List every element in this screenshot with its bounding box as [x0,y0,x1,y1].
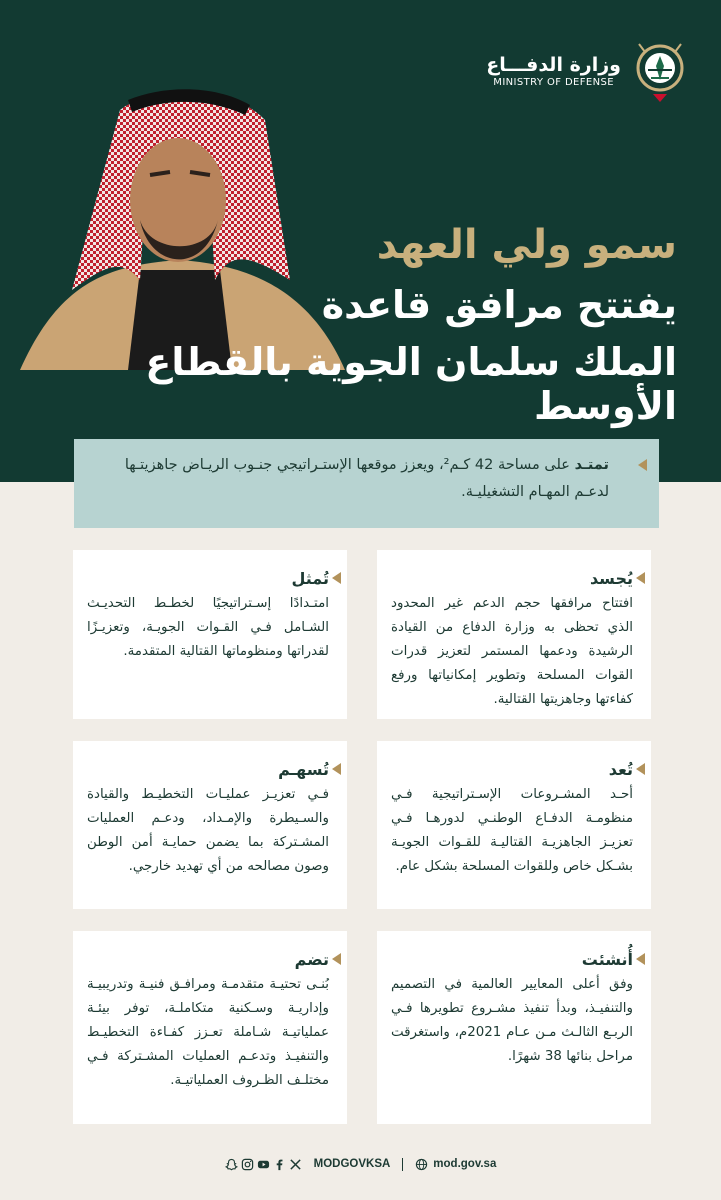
headline-line-3: الملك سلمان الجوية بالقطاع الأوسط [145,340,677,428]
card-title: تُمثل [291,569,329,588]
facebook-icon[interactable] [273,1158,286,1171]
social-handle[interactable]: MODGOVKSA [313,1158,391,1170]
info-card [73,741,347,909]
card-body: امتـدادًا إسـتراتيجيًا لخطـط التحديـث الشـامل فـي القـوات الجويـة، وتعزيـزًا لقدراتها ومنظوماتها القتالية المتقدمة. [87,596,329,659]
ministry-emblem-icon [631,40,689,104]
logo-text [486,54,621,90]
info-card [73,931,347,1124]
logo-english: MINISTRY OF DEFENSE [493,77,614,88]
headline-line-1: سمو ولي العهد [376,222,677,268]
instagram-icon[interactable] [241,1158,254,1171]
bullet-triangle-icon [332,763,341,775]
intro-text: على مساحة 42 كـم²، ويعزز موقعها الإستـراتيجي جنـوب الريـاض جاهزيتـها لدعـم المهـام التشغيليـة. [124,457,609,500]
intro-box [74,439,659,528]
info-card [377,550,651,719]
card-title: تضم [294,950,329,969]
website-link[interactable] [415,1158,496,1171]
logo-arabic: وزارة الدفـــاع [486,54,621,76]
bullet-triangle-icon [638,459,647,471]
globe-icon [415,1158,428,1171]
hero-banner [0,0,721,482]
card-body: أحـد المشـروعات الإسـتراتيجية فـي منظومـة الدفـاع الوطنـي لدورهـا فـي تعزيـز الجاهزيـة القتاليـة للقـوات الجويـة بشـكل خاص وللقوات المسلحة بشكل عام. [391,787,633,874]
crown-prince-portrait [0,80,360,370]
x-icon[interactable] [289,1158,302,1171]
card-title: أُنشئت [581,950,633,969]
youtube-icon[interactable] [257,1158,270,1171]
footer-divider [402,1158,403,1171]
ministry-logo[interactable] [486,40,689,104]
bullet-triangle-icon [636,763,645,775]
info-card [73,550,347,719]
bullet-triangle-icon [332,953,341,965]
card-body: وفق أعلى المعايير العالمية في التصميم والتنفيـذ، وبدأ تنفيذ مشـروع تطويرها فـي الربـع الثالـث مـن عـام 2021م، واستغرقت مراحل بنائها 38 شهرًا. [391,977,633,1064]
card-title: تُعد [608,760,633,779]
bullet-triangle-icon [636,572,645,584]
social-icons [225,1158,302,1171]
info-card [377,741,651,909]
headline-line-2: يفتتح مرافق قاعدة [321,283,677,327]
intro-lead: تمتـد [574,457,609,473]
card-body: بُنـى تحتيـة متقدمـة ومرافـق فنيـة وتدريبيـة وإداريـة وسـكنية متكاملـة، توفر بيئـة عملياتيـة شـاملة تعـزز كفـاءة التخطيـط والتنفيـذ وتدعـم العمليات المشـتركة فـي مختلـف الظـروف العملياتيـة. [87,977,329,1088]
info-card [377,931,651,1124]
bullet-triangle-icon [636,953,645,965]
footer [0,1157,721,1171]
card-body: افتتاح مرافقها حجم الدعم غير المحدود الذي تحظى به وزارة الدفاع من القيادة الرشيدة ودعمها المستمر لتعزيز قدرات القوات المسلحة وتطوير إمكانياتها ورفع كفاءتها وجاهزيتها القتالية. [391,596,633,707]
snapchat-icon[interactable] [225,1158,238,1171]
card-title: يُجسد [589,569,633,588]
card-title: تُسهـم [278,760,329,779]
website-text[interactable]: mod.gov.sa [433,1158,497,1170]
card-body: فـي تعزيـز عمليـات التخطيـط والقيادة والسـيطرة والإمـداد، ودعـم العمليات المشـتركة بما يضمن حمايـة أمن الوطن وصون مصالحه من أي تهديد خارجي. [87,787,329,874]
bullet-triangle-icon [332,572,341,584]
